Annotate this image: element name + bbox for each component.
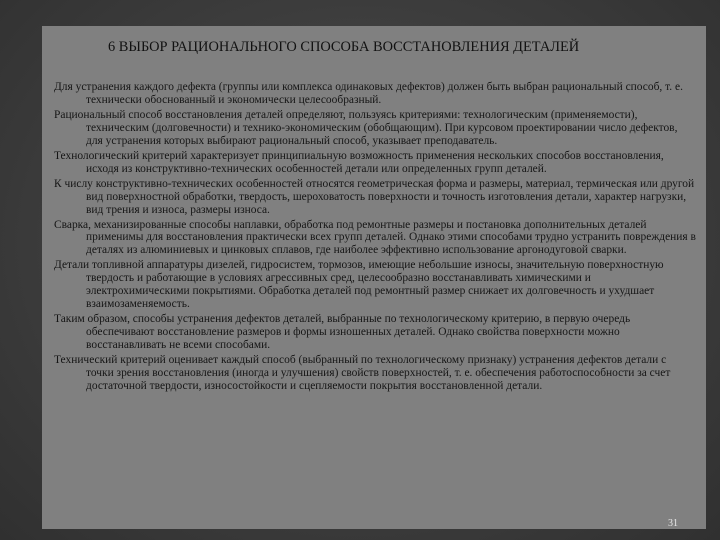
paragraph: Технический критерий оценивает каждый способ (выбранный по технологическому признаку) устранения дефектов детали с точки зрения восстановления (иногда и улучшения) свойств поверхностей, т. е. обеспечения работоспособности за счет достаточной твердости, износостойкости и сцепляемости покрытия восстановленной детали. [54, 354, 671, 392]
paragraph: К числу конструктивно-технических особенностей относятся геометрическая форма и размеры, материал, термическая или другой вид поверхностной обработки, твердость, шероховатость поверхности и точность изготовления детали, характер нагрузки, вид трения и износа, размеры износа. [54, 177, 695, 216]
slide-body [54, 81, 696, 395]
paragraph: Таким образом, способы устранения дефектов деталей, выбранные по технологическому критерию, в первую очередь обеспечивают восстановление размеров и формы изношенных деталей. Однако свойства поверхности можно восстанавливать не всеми способами. [54, 313, 631, 352]
paragraph: Для устранения каждого дефекта (группы или комплекса одинаковых дефектов) должен быть выбран рациональный способ, т. е. технически обоснованный и экономически целесообразный. [54, 81, 683, 106]
paragraph: Рациональный способ восстановления деталей определяют, пользуясь критериями: технологическим (применяемости), техническим (долговечности) и технико-экономическим (обобщающим). При курсовом проектировании число дефектов, для устранения которых выбирают рациональный способ, указывает преподаватель. [54, 108, 678, 147]
paragraph: Детали топливной аппаратуры дизелей, гидросистем, тормозов, имеющие небольшие износы, значительную поверхностную твердость и работающие в условиях агрессивных сред, целесообразно восстанавливать химическими и электрохимическими покрытиями. Обработка деталей под ремонтный размер снижает их долговечность и ухудшает взаимозаменяемость. [54, 259, 664, 311]
page-number: 31 [668, 518, 678, 529]
paragraph: Сварка, механизированные способы наплавки, обработка под ремонтные размеры и постановка дополнительных деталей применимы для восстановления практически всех групп деталей. Однако этими способами трудно устранить повреждения в деталях из алюминиевых и цинковых сплавов, где наиболее эффективно использование аргонодуговой сварки. [54, 218, 696, 257]
paragraph: Технологический критерий характеризует принципиальную возможность применения нескольких способов восстановления, исходя из конструктивно-технических особенностей детали или определенных групп деталей. [54, 149, 664, 175]
slide-title: 6 ВЫБОР РАЦИОНАЛЬНОГО СПОСОБА ВОССТАНОВЛЕНИЯ ДЕТАЛЕЙ [108, 39, 580, 55]
